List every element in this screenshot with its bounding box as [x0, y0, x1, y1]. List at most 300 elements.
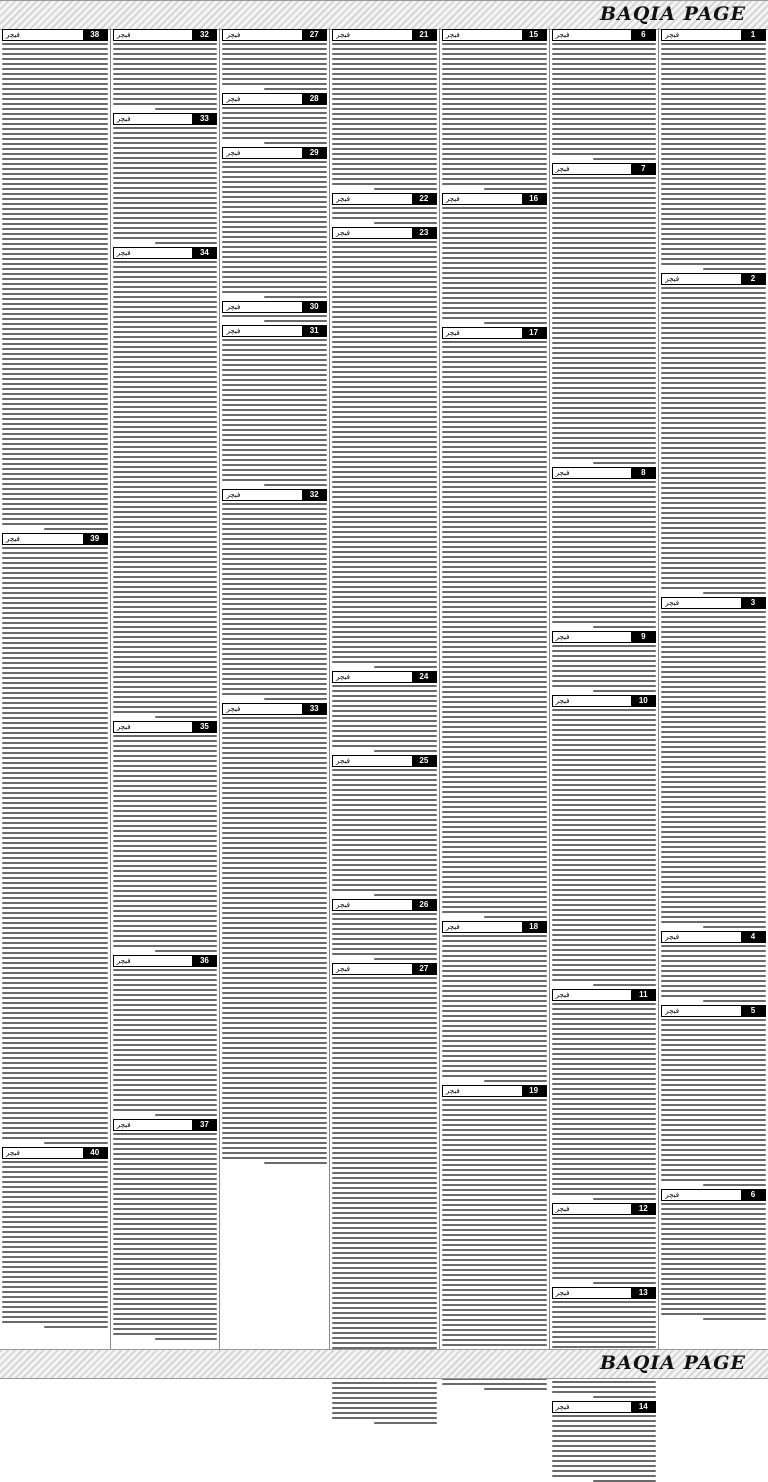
text-line: [222, 772, 327, 774]
text-line: [552, 362, 657, 364]
text-line: [442, 906, 547, 908]
text-line: [222, 882, 327, 884]
story-number: 26: [412, 900, 436, 910]
text-line: [2, 797, 108, 799]
story-number: 10: [631, 696, 655, 706]
text-line: [552, 372, 657, 374]
text-line: [2, 947, 108, 949]
text-line: [332, 168, 437, 170]
text-line: [332, 496, 437, 498]
text-line: [332, 651, 437, 653]
text-line: [442, 1065, 547, 1067]
text-line: [222, 216, 327, 218]
text-line: [222, 857, 327, 859]
text-line: [332, 207, 437, 209]
text-line: [113, 172, 218, 174]
text-line: [661, 726, 766, 728]
text-line: [332, 366, 437, 368]
text-line: [113, 900, 218, 902]
text-line: [332, 451, 437, 453]
text-line: [661, 427, 766, 429]
text-line: [661, 572, 766, 574]
text-line: [113, 845, 218, 847]
text-line: [661, 527, 766, 529]
text-line: [442, 1294, 547, 1296]
story-number: 27: [302, 30, 326, 40]
text-line: [222, 608, 327, 610]
text-line: [661, 1104, 766, 1106]
text-line: [661, 193, 766, 195]
text-line: [222, 782, 327, 784]
text-line: [222, 553, 327, 555]
text-line: [113, 1099, 218, 1101]
text-line: [113, 631, 218, 633]
text-line: [552, 526, 657, 528]
text-line: [113, 43, 218, 45]
text-line: [332, 1402, 437, 1404]
text-line: [332, 1192, 437, 1194]
text-line: [332, 1277, 437, 1279]
text-line: [442, 232, 547, 234]
text-line: [661, 233, 766, 235]
text-line: [552, 1013, 657, 1015]
text-line: [661, 796, 766, 798]
text-line: [661, 238, 766, 240]
text-line: [2, 957, 108, 959]
text-line: [661, 761, 766, 763]
text-line: [2, 393, 108, 395]
text-line: [113, 416, 218, 418]
text-line: [442, 386, 547, 388]
text-line: [113, 1163, 218, 1165]
text-line: [661, 577, 766, 579]
text-line: [442, 1060, 547, 1062]
text-line: [661, 1039, 766, 1041]
text-line: [442, 766, 547, 768]
text-line: [113, 1024, 218, 1026]
text-line: [113, 1208, 218, 1210]
text-line: [113, 591, 218, 593]
text-line: [442, 661, 547, 663]
text-line: [442, 681, 547, 683]
text-line: [113, 1228, 218, 1230]
text-line: [661, 407, 766, 409]
text-line: [442, 786, 547, 788]
text-line: [661, 133, 766, 135]
text-line: [332, 621, 437, 623]
text-line: [2, 847, 108, 849]
text-line: [113, 157, 218, 159]
text-line: [113, 1223, 218, 1225]
text-line: [332, 1337, 437, 1339]
text-line: [442, 696, 547, 698]
text-line: [442, 591, 547, 593]
text-line: [442, 446, 547, 448]
text-line: [442, 466, 547, 468]
text-line: [332, 1177, 437, 1179]
story-body-text: [552, 1415, 657, 1482]
text-line: [2, 987, 108, 989]
text-line: [332, 1207, 437, 1209]
text-line: [442, 391, 547, 393]
text-line: [442, 501, 547, 503]
story-body-text: [113, 969, 218, 1116]
text-line: [442, 461, 547, 463]
text-line: [661, 721, 766, 723]
text-line: [2, 577, 108, 579]
text-line: [222, 83, 327, 85]
text-line: [2, 637, 108, 639]
text-line: [552, 357, 657, 359]
text-line: [442, 1194, 547, 1196]
text-line: [661, 671, 766, 673]
text-line: [661, 741, 766, 743]
text-line: [332, 918, 437, 920]
text-line: [442, 746, 547, 748]
text-line: [222, 588, 327, 590]
text-line: [552, 874, 657, 876]
text-line: [552, 606, 657, 608]
text-line: [332, 326, 437, 328]
text-line: [661, 1263, 766, 1265]
text-line: [332, 1077, 437, 1079]
text-line: [332, 521, 437, 523]
text-line: [442, 351, 547, 353]
text-line: [2, 1072, 108, 1074]
text-line: [2, 1161, 108, 1163]
text-line: [113, 1268, 218, 1270]
text-line: [661, 113, 766, 115]
text-line: [222, 68, 327, 70]
text-line: [661, 1258, 766, 1260]
text-line: [222, 578, 327, 580]
text-line: [222, 897, 327, 899]
text-line: [113, 1308, 218, 1310]
text-line: [552, 1455, 657, 1457]
text-line: [661, 362, 766, 364]
text-line: [661, 397, 766, 399]
text-line: [113, 805, 218, 807]
text-line: [332, 1022, 437, 1024]
text-line: [552, 387, 657, 389]
text-line: [113, 875, 218, 877]
story-header: [113, 1119, 218, 1131]
text-line: [661, 980, 766, 982]
text-line: [442, 1309, 547, 1311]
text-line: [222, 503, 327, 505]
text-line: [113, 311, 218, 313]
text-line: [661, 307, 766, 309]
text-line: [552, 1103, 657, 1105]
text-line: [442, 506, 547, 508]
text-line: [2, 1022, 108, 1024]
text-line: [113, 830, 218, 832]
text-line: [332, 844, 437, 846]
text-line: [661, 552, 766, 554]
text-line: [222, 256, 327, 258]
text-line: [2, 782, 108, 784]
text-line: [2, 697, 108, 699]
text-line: [113, 611, 218, 613]
text-line: [2, 323, 108, 325]
text-line: [332, 1397, 437, 1399]
text-line: [661, 263, 766, 265]
text-line: [222, 454, 327, 456]
text-line: [332, 685, 437, 687]
text-line: [113, 177, 218, 179]
text-line: [2, 383, 108, 385]
story-number: 33: [192, 114, 216, 124]
story-number: 38: [83, 30, 107, 40]
text-line: [332, 1012, 437, 1014]
text-line: [442, 1025, 547, 1027]
story-source-label: فیچر: [226, 95, 241, 103]
news-story: [222, 301, 327, 322]
story-body-text: [2, 1161, 108, 1328]
text-line: [2, 777, 108, 779]
text-line: [113, 915, 218, 917]
text-line: [552, 844, 657, 846]
text-line: [332, 1262, 437, 1264]
text-line: [332, 1332, 437, 1334]
story-header: [2, 533, 108, 545]
text-line: [552, 63, 657, 65]
text-line: [222, 339, 327, 341]
text-line: [442, 896, 547, 898]
text-line: [552, 645, 657, 647]
text-line: [442, 611, 547, 613]
text-line: [2, 78, 108, 80]
text-line: [332, 656, 437, 658]
text-line: [661, 218, 766, 220]
text-line: [222, 792, 327, 794]
text-line: [332, 576, 437, 578]
text-line: [2, 183, 108, 185]
text-line: [2, 632, 108, 634]
text-line: [2, 1112, 108, 1114]
text-line: [442, 247, 547, 249]
text-line: [222, 1052, 327, 1054]
text-line: [552, 1311, 657, 1313]
text-line: [552, 1033, 657, 1035]
text-line: [442, 716, 547, 718]
text-line: [332, 740, 437, 742]
story-number: 40: [83, 1148, 107, 1158]
text-line: [661, 347, 766, 349]
text-line: [661, 866, 766, 868]
text-line: [442, 277, 547, 279]
text-line: [442, 1284, 547, 1286]
text-line: [661, 1134, 766, 1136]
text-line: [552, 864, 657, 866]
text-line: [661, 711, 766, 713]
text-line: [2, 1067, 108, 1069]
text-line: [2, 1057, 108, 1059]
text-line: [442, 816, 547, 818]
text-line: [155, 108, 218, 110]
text-line: [113, 1238, 218, 1240]
text-line: [661, 826, 766, 828]
text-line: [2, 887, 108, 889]
text-line: [2, 937, 108, 939]
text-line: [661, 921, 766, 923]
text-line: [552, 432, 657, 434]
text-line: [661, 452, 766, 454]
text-line: [552, 1123, 657, 1125]
story-number: 6: [741, 1190, 765, 1200]
text-line: [222, 518, 327, 520]
text-line: [222, 887, 327, 889]
text-line: [552, 68, 657, 70]
text-line: [552, 327, 657, 329]
text-line: [552, 1415, 657, 1417]
text-line: [661, 856, 766, 858]
text-line: [442, 396, 547, 398]
text-line: [661, 995, 766, 997]
text-line: [442, 207, 547, 209]
text-line: [113, 1288, 218, 1290]
text-line: [661, 1074, 766, 1076]
news-story: [552, 1287, 657, 1398]
text-line: [661, 1139, 766, 1141]
text-line: [332, 834, 437, 836]
story-body-text: [113, 1133, 218, 1340]
text-line: [222, 832, 327, 834]
text-line: [661, 1238, 766, 1240]
story-header: [2, 1147, 108, 1159]
text-line: [552, 297, 657, 299]
news-story: [552, 1401, 657, 1482]
text-line: [552, 103, 657, 105]
text-line: [113, 1064, 218, 1066]
text-line: [552, 1108, 657, 1110]
story-header: [661, 273, 766, 285]
text-line: [113, 381, 218, 383]
text-line: [552, 113, 657, 115]
text-line: [2, 503, 108, 505]
text-line: [222, 618, 327, 620]
text-line: [113, 974, 218, 976]
story-header: [222, 93, 327, 105]
text-line: [113, 979, 218, 981]
story-body-text: [661, 1203, 766, 1320]
story-source-label: فیچر: [555, 165, 570, 173]
text-line: [2, 358, 108, 360]
text-line: [332, 306, 437, 308]
text-line: [552, 222, 657, 224]
text-line: [2, 1052, 108, 1054]
text-line: [2, 787, 108, 789]
text-line: [332, 148, 437, 150]
text-line: [113, 1143, 218, 1145]
text-line: [661, 1268, 766, 1270]
text-line: [552, 138, 657, 140]
text-line: [442, 1339, 547, 1341]
text-line: [552, 1341, 657, 1343]
text-line: [222, 837, 327, 839]
text-line: [661, 906, 766, 908]
text-line: [661, 178, 766, 180]
story-source-label: فیچر: [445, 195, 460, 203]
text-line: [113, 53, 218, 55]
text-line: [332, 606, 437, 608]
text-line: [2, 1271, 108, 1273]
text-line: [2, 567, 108, 569]
text-line: [552, 1028, 657, 1030]
text-line: [552, 869, 657, 871]
text-line: [222, 1102, 327, 1104]
text-line: [552, 262, 657, 264]
text-line: [44, 1326, 107, 1328]
text-line: [442, 1199, 547, 1201]
text-line: [332, 1327, 437, 1329]
text-line: [552, 561, 657, 563]
text-line: [2, 1306, 108, 1308]
text-line: [661, 412, 766, 414]
text-line: [113, 1198, 218, 1200]
text-line: [222, 987, 327, 989]
text-line: [113, 266, 218, 268]
text-line: [113, 446, 218, 448]
text-line: [113, 681, 218, 683]
text-line: [332, 799, 437, 801]
text-line: [332, 486, 437, 488]
text-line: [332, 809, 437, 811]
text-line: [222, 281, 327, 283]
text-line: [552, 1188, 657, 1190]
text-line: [113, 306, 218, 308]
text-line: [332, 710, 437, 712]
text-line: [2, 902, 108, 904]
text-line: [332, 611, 437, 613]
text-line: [113, 596, 218, 598]
text-line: [442, 63, 547, 65]
text-line: [113, 1258, 218, 1260]
text-line: [264, 484, 327, 486]
text-line: [552, 1068, 657, 1070]
text-line: [661, 447, 766, 449]
text-line: [332, 546, 437, 548]
text-line: [442, 1134, 547, 1136]
story-header: [552, 1401, 657, 1413]
text-line: [222, 419, 327, 421]
text-line: [2, 1137, 108, 1139]
text-line: [332, 849, 437, 851]
text-line: [442, 891, 547, 893]
text-line: [113, 671, 218, 673]
text-line: [222, 1112, 327, 1114]
text-line: [661, 153, 766, 155]
text-line: [442, 1119, 547, 1121]
text-line: [661, 841, 766, 843]
text-line: [332, 1342, 437, 1344]
text-line: [661, 63, 766, 65]
text-line: [442, 43, 547, 45]
text-line: [552, 1475, 657, 1477]
text-line: [222, 757, 327, 759]
text-line: [2, 438, 108, 440]
text-line: [442, 153, 547, 155]
text-line: [113, 1188, 218, 1190]
news-column: [658, 28, 768, 1349]
news-story: [661, 1005, 766, 1186]
text-line: [552, 566, 657, 568]
text-line: [661, 1293, 766, 1295]
text-line: [113, 132, 218, 134]
story-header: [552, 29, 657, 41]
text-line: [113, 1009, 218, 1011]
story-source-label: فیچر: [665, 599, 680, 607]
